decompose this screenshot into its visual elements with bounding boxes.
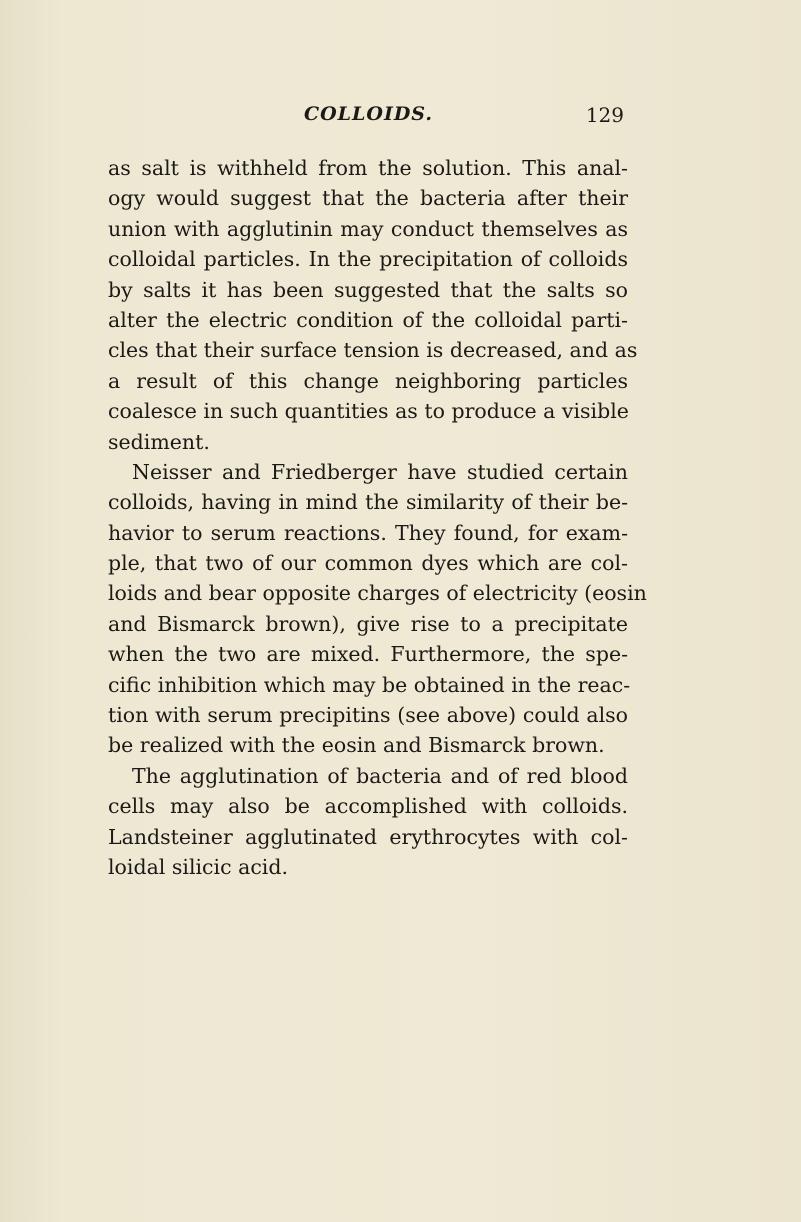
body-text xyxy=(108,153,647,882)
paragraph-1 xyxy=(108,153,638,457)
paragraph-3 xyxy=(108,761,628,883)
text-line: ple, that two of our common dyes which are col- xyxy=(108,551,628,576)
text-line: and Bismarck brown), give rise to a precipitate xyxy=(108,611,628,636)
text-line: The agglutination of bacteria and of red blood xyxy=(132,763,628,788)
text-line: cles that their surface tension is decreased, and as xyxy=(108,338,638,363)
text-line: loids and bear opposite charges of electricity (eosin xyxy=(108,581,647,606)
paragraph-2 xyxy=(108,457,647,761)
text-line: colloidal particles. In the precipitation of colloids xyxy=(108,247,628,272)
text-line: Neisser and Friedberger have studied certain xyxy=(132,459,628,484)
text-line: cific inhibition which may be obtained in the reac- xyxy=(108,672,631,697)
page-number: 129 xyxy=(585,103,624,127)
text-line: sediment. xyxy=(108,429,210,454)
text-line: tion with serum precipitins (see above) could also xyxy=(108,703,628,728)
running-head xyxy=(108,100,630,132)
text-line: when the two are mixed. Furthermore, the spe- xyxy=(108,642,628,667)
running-title: COLLOIDS. xyxy=(304,103,433,125)
text-line: colloids, having in mind the similarity of their be- xyxy=(108,490,628,515)
text-line: loidal silicic acid. xyxy=(108,854,288,879)
text-line: be realized with the eosin and Bismarck brown. xyxy=(108,733,605,758)
text-line: cells may also be accomplished with colloids. xyxy=(108,794,628,819)
text-line: ogy would suggest that the bacteria after their xyxy=(108,186,628,211)
text-line: by salts it has been suggested that the salts so xyxy=(108,277,628,302)
text-line: alter the electric condition of the colloidal parti- xyxy=(108,307,628,332)
text-line: as salt is withheld from the solution. This anal- xyxy=(108,156,628,180)
text-line: coalesce in such quantities as to produce a visible xyxy=(108,399,629,424)
text-line: Landsteiner agglutinated erythrocytes with col- xyxy=(108,824,628,849)
text-line: union with agglutinin may conduct themselves as xyxy=(108,216,628,241)
text-line: a result of this change neighboring particles xyxy=(108,368,628,393)
text-line: havior to serum reactions. They found, for exam- xyxy=(108,520,628,545)
